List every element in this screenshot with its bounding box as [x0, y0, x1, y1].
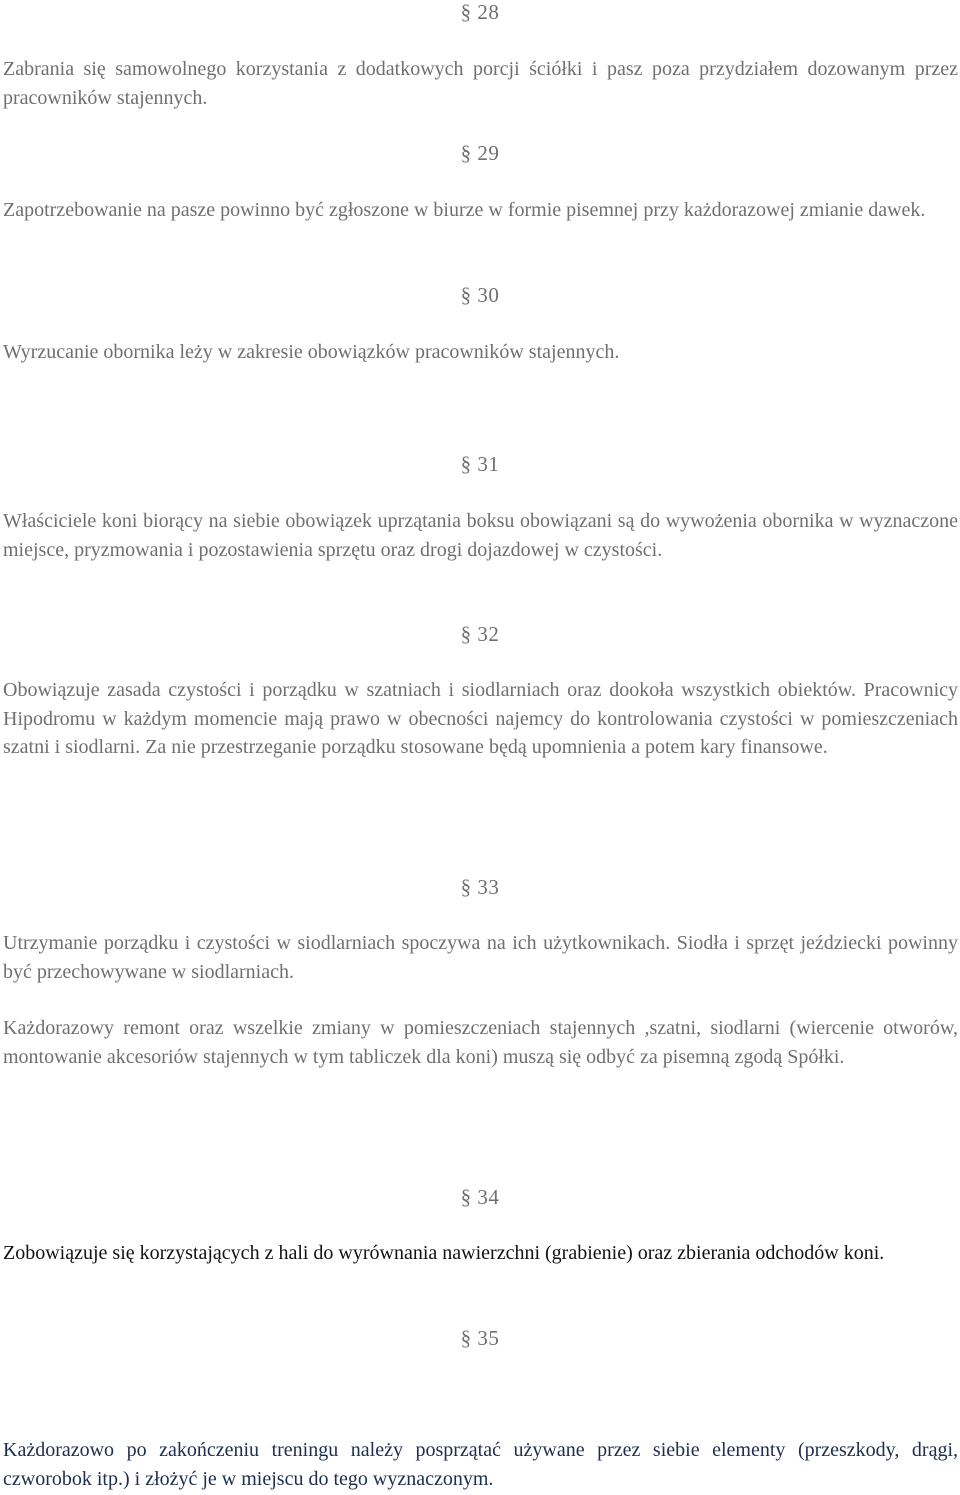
section-heading-28: § 28: [460, 0, 500, 24]
section-28-paragraph: Zabrania się samowolnego korzystania z dodatkowych porcji ściółki i pasz poza przydziałem dozowanym przez pracowników stajennych.: [3, 58, 958, 109]
section-32-paragraph: Obowiązuje zasada czystości i porządku w szatniach i siodlarniach oraz dookoła wszystkich obiektów. Pracownicy Hipodromu w każdym momencie mają prawo w obecności najemcy do kontrolowania czystości w pomieszczeniach szatni i siodlarni. Za nie przestrzeganie porządku stosowane będą upomnienia a potem kary finansowe.: [3, 679, 958, 758]
section-35-paragraph: Każdorazowo po zakończeniu treningu należy posprzątać używane przez siebie elementy (przeszkody, drągi, czworobok itp.) i złożyć je w miejscu do tego wyznaczonym.: [3, 1439, 958, 1490]
section-heading-33: § 33: [460, 875, 500, 899]
section-34-paragraph: Zobowiązuje się korzystających z hali do wyrównania nawierzchni (grabienie) oraz zbierania odchodów koni.: [3, 1242, 885, 1264]
section-heading-30: § 30: [460, 283, 500, 307]
section-30-paragraph: Wyrzucanie obornika leży w zakresie obowiązków pracowników stajennych.: [3, 341, 620, 363]
section-31-paragraph: Właściciele koni biorący na siebie obowiązek uprzątania boksu obowiązani są do wywożenia obornika w wyznaczone miejsce, pryzmowania i pozostawienia sprzętu oraz drogi dojazdowej w czystości.: [3, 510, 958, 561]
section-heading-32: § 32: [460, 622, 500, 646]
section-33-paragraph-1: Utrzymanie porządku i czystości w siodlarniach spoczywa na ich użytkownikach. Siodła i sprzęt jeździecki powinny być przechowywane w siodlarniach.: [3, 932, 958, 983]
section-heading-29: § 29: [460, 141, 500, 165]
section-33-paragraph-2: Każdorazowy remont oraz wszelkie zmiany w pomieszczeniach stajennych ,szatni, siodlarni (wiercenie otworów, montowanie akcesoriów stajennych w tym tabliczek dla koni) muszą się odbyć za pisemną zgodą Spółki.: [3, 1017, 958, 1068]
section-heading-31: § 31: [460, 452, 500, 476]
section-heading-34: § 34: [460, 1185, 500, 1209]
section-29-paragraph: Zapotrzebowanie na pasze powinno być zgłoszone w biurze w formie pisemnej przy każdorazowej zmianie dawek.: [3, 199, 926, 221]
section-heading-35: § 35: [460, 1326, 500, 1350]
